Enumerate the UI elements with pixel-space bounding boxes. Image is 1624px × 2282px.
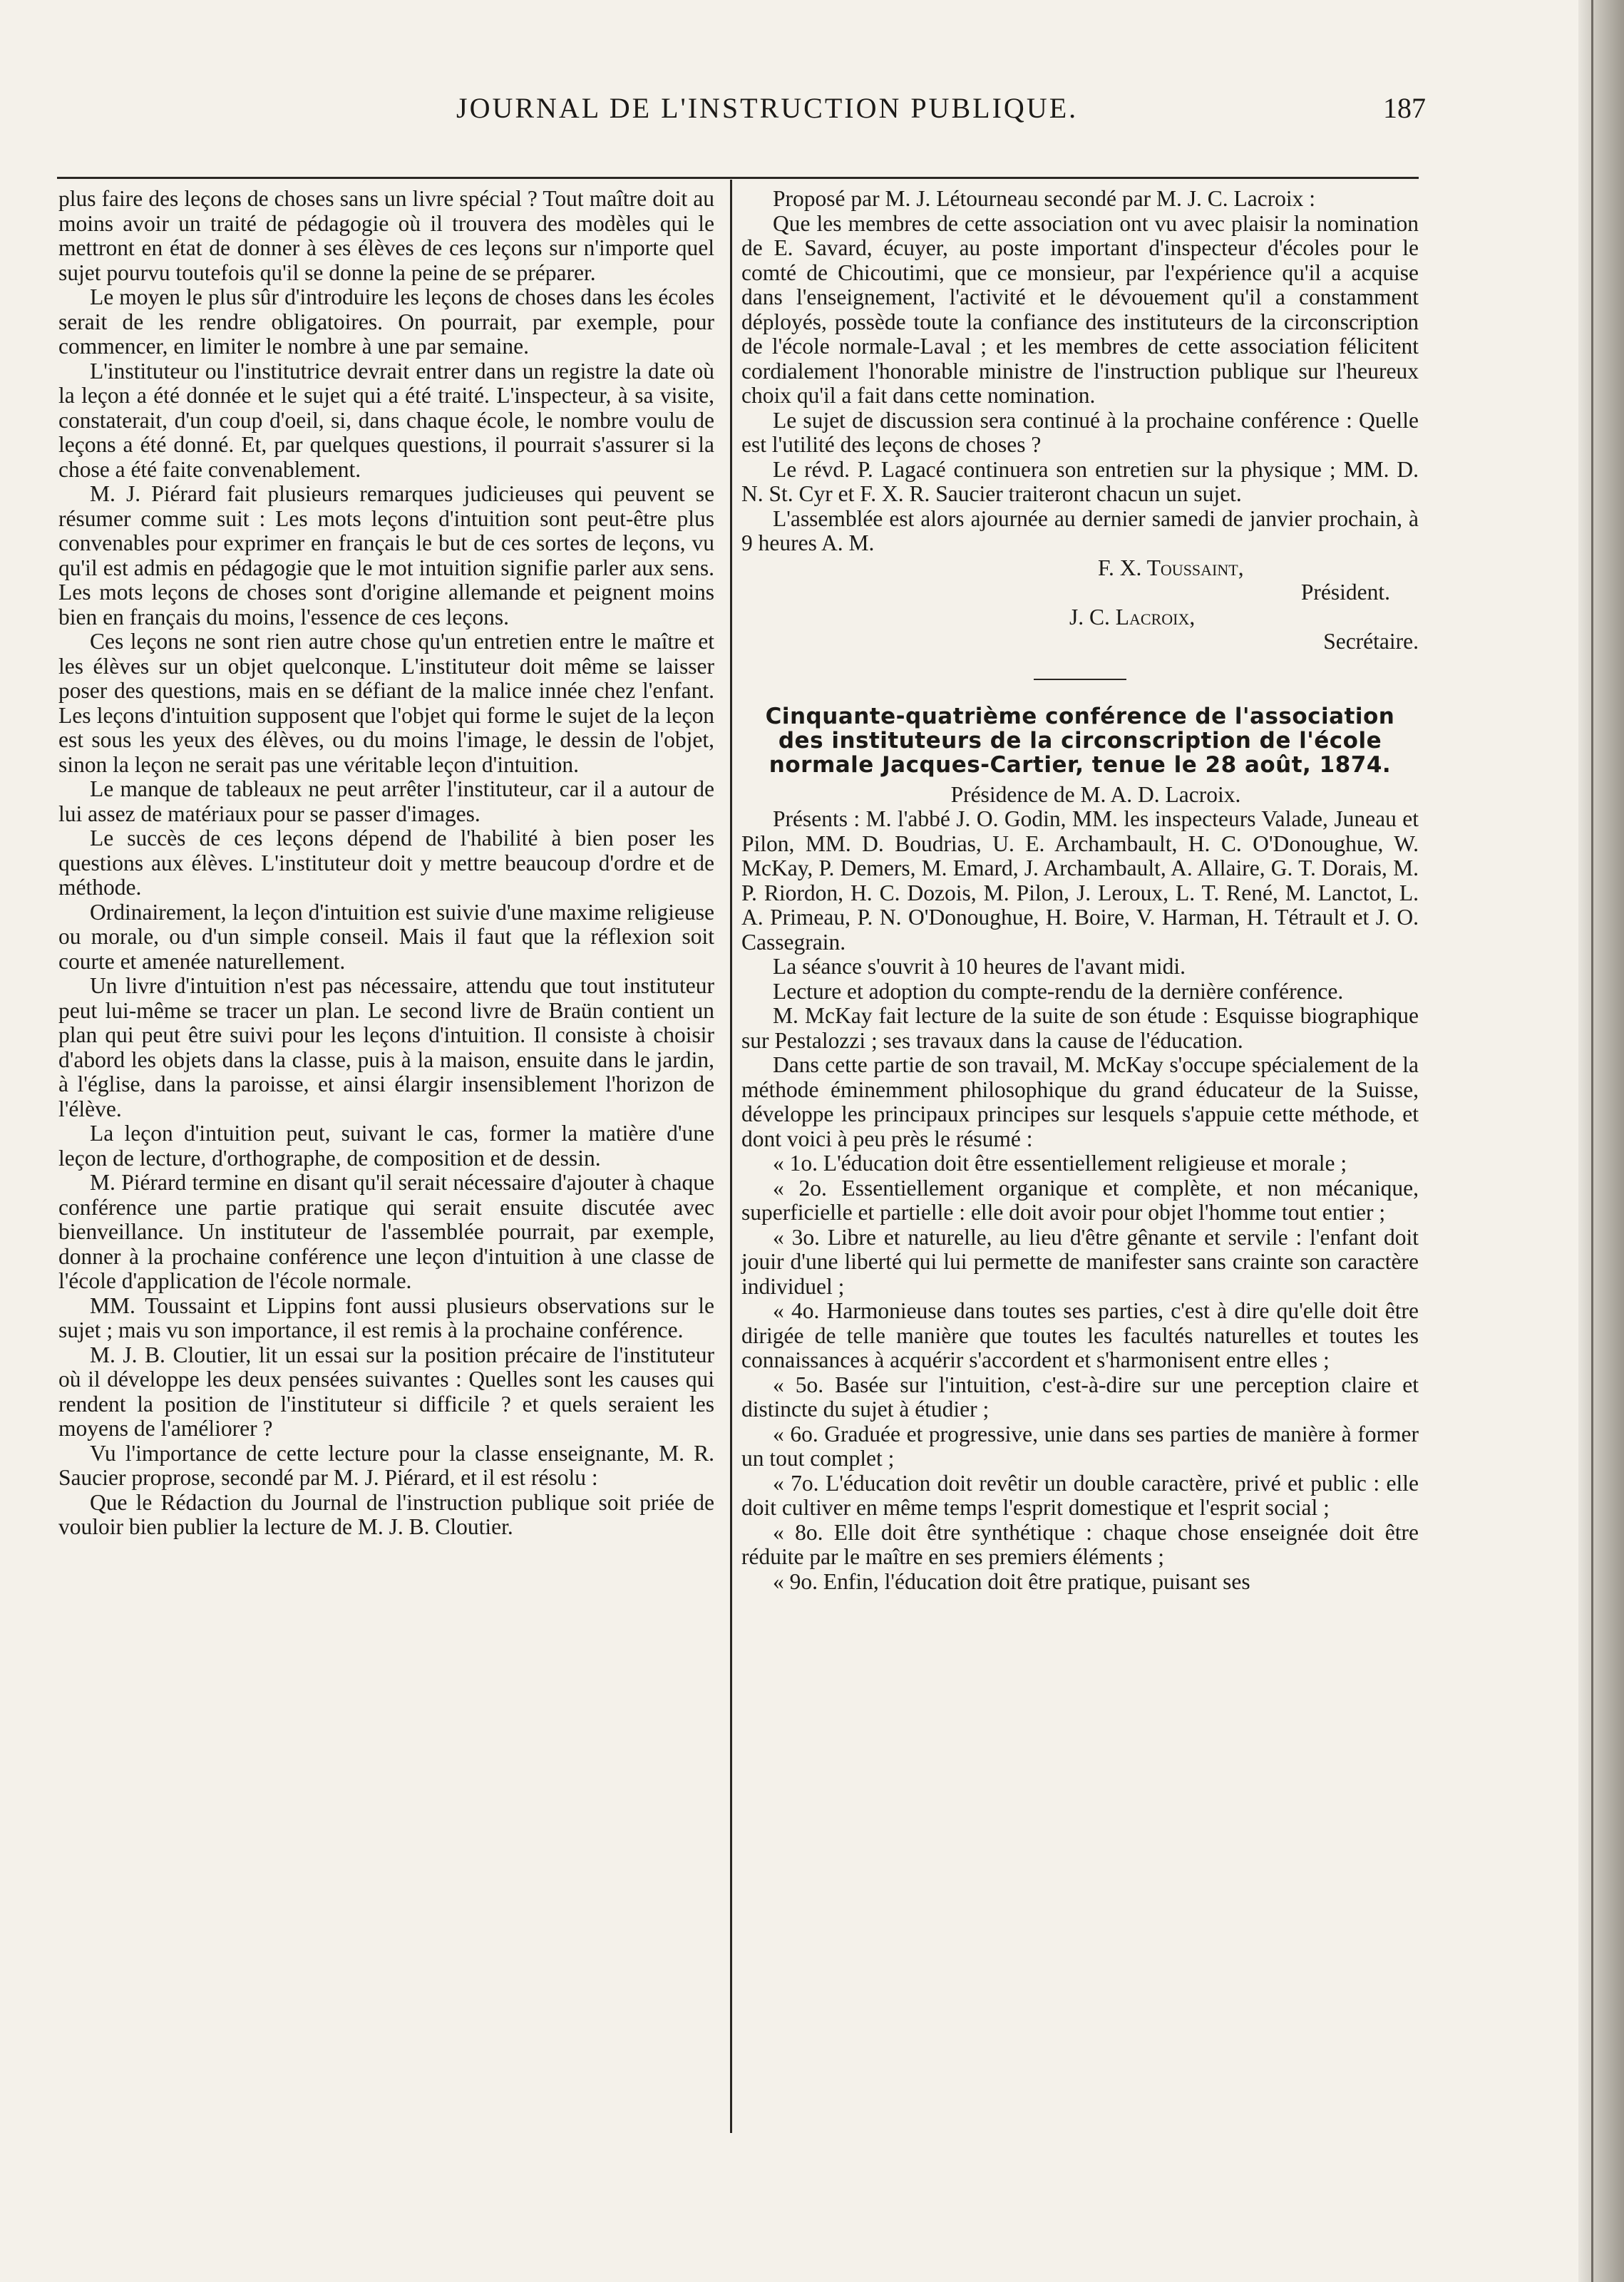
signature-role: Secrétaire.: [1323, 629, 1419, 654]
list-item: « 1o. L'éducation doit être essentiellement religieuse et morale ;: [773, 1151, 1347, 1176]
paragraph: M. McKay fait lecture de la suite de son étude : Esquisse biographique sur Pestalozzi ; ses travaux dans la cause de l'éducation.: [741, 1003, 1419, 1053]
page-number: 187: [1383, 92, 1426, 124]
paragraph: Ordinairement, la leçon d'intuition est suivie d'une maxime religieuse ou morale, ou d'un simple conseil. Mais il faut que la réflexion soit courte et amenée naturellement.: [58, 899, 714, 974]
signature-secretary: [741, 605, 1419, 654]
page-header: [29, 91, 1454, 134]
right-column: [741, 187, 1419, 1594]
paragraph: Lecture et adoption du compte-rendu de la dernière conférence.: [773, 978, 1344, 1004]
section-rule: [1034, 679, 1126, 680]
paragraph: Présents : M. l'abbé J. O. Godin, MM. les inspecteurs Valade, Juneau et Pilon, MM. D. Boudrias, U. E. Archambault, H. C. O'Donoughue, W. McKay, P. Demers, M. Emard, J. Archambault, A. Allaire, G. T. Dorais, M. P. Riordon, H. C. Dozois, M. Pilon, J. Leroux, L. T. René, M. Lanctot, L. A. Primeau, P. N. O'Donoughue, H. Boire, V. Harman, H. Tétrault et J. O. Cassegrain.: [741, 806, 1419, 955]
paragraph: Que les membres de cette association ont vu avec plaisir la nomination de E. Savard, écuyer, au poste important d'inspecteur d'écoles pour le comté de Chicoutimi, que ce monsieur, par l'expérience qu'il a acquise dans l'enseignement, l'activité et le dévouement qu'il a constamment déployés, possède toute la confiance des instituteurs de la circonscription de l'école normale-Laval ; et les membres de cette association félicitent cordialement l'honorable ministre de l'instruction publique sur l'heureux choix qu'il a fait dans cette nomination.: [741, 210, 1419, 408]
list-item: « 8o. Elle doit être synthétique : chaque chose enseignée doit être réduite par le maître en ses premiers éléments ;: [741, 1519, 1419, 1569]
paragraph: Le révd. P. Lagacé continuera son entretien sur la physique ; MM. D. N. St. Cyr et F. X. R. Saucier traiteront chacun un sujet.: [741, 456, 1419, 506]
paragraph: M. Piérard termine en disant qu'il serait nécessaire d'ajouter à chaque conférence une partie pratique qui serait ensuite discutée avec bienveillance. Un instituteur de l'assemblée pourrait, par exemple, donner à la prochaine conférence une leçon d'intuition à une classe de l'école d'application de l'école normale.: [58, 1170, 714, 1293]
paragraph: La leçon d'intuition peut, suivant le cas, former la matière d'une leçon de lecture, d'orthographe, de composition et de dessin.: [58, 1121, 714, 1171]
left-column: [58, 187, 714, 1540]
paragraph: Le succès de ces leçons dépend de l'habilité à bien poser les questions aux élèves. L'instituteur doit y mettre beaucoup d'ordre et de méthode.: [58, 826, 714, 900]
paragraph: La séance s'ouvrit à 10 heures de l'avant midi.: [773, 954, 1186, 979]
signature-role: Président.: [1300, 580, 1390, 605]
paragraph: Proposé par M. J. Létourneau secondé par M. J. C. Lacroix :: [773, 186, 1316, 211]
paragraph: Un livre d'intuition n'est pas nécessaire, attendu que tout instituteur peut lui-même se tracer un plan. Le second livre de Braün contient un plan qui peut être suivi pour les leçons d'intuition. Il consiste à choisir d'abord les objets dans la classe, puis à la maison, ensuite dans le jardin, à l'église, dans la paroisse, et ainsi élargir insensiblement l'horizon de l'élève.: [58, 973, 714, 1121]
presidence-line: Présidence de M. A. D. Lacroix.: [950, 781, 1241, 807]
list-item: « 5o. Basée sur l'intuition, c'est-à-dire sur une perception claire et distincte du sujet à étudier ;: [741, 1372, 1419, 1422]
paragraph: Le manque de tableaux ne peut arrêter l'instituteur, car il a autour de lui assez de matériaux pour se passer d'images.: [58, 776, 714, 826]
list-item: « 2o. Essentiellement organique et complète, et non mécanique, superficielle et partielle : elle doit avoir pour objet l'homme tout entier ;: [741, 1175, 1419, 1225]
paragraph: M. J. Piérard fait plusieurs remarques judicieuses qui peuvent se résumer comme suit : Les mots leçons d'intuition sont peut-être plus convenables pour exprimer en français le but de ces sortes de leçons, vu qu'il est admis en pédagogie que le mot intuition signifie parler aux sens. Les mots leçons de choses sont d'origine allemande et peignent moins bien en français du moins, l'essence de ces leçons.: [58, 481, 714, 629]
paragraph: Vu l'importance de cette lecture pour la classe enseignante, M. R. Saucier proprose, secondé par M. J. Piérard, et il est résolu :: [58, 1440, 714, 1490]
paragraph: Que le Rédaction du Journal de l'instruction publique soit priée de vouloir bien publier la lecture de M. J. B. Cloutier.: [58, 1489, 714, 1539]
list-item: « 6o. Graduée et progressive, unie dans ses parties de manière à former un tout complet ;: [741, 1421, 1419, 1471]
paragraph: Dans cette partie de son travail, M. McKay s'occupe spécialement de la méthode éminemment philosophique du grand éducateur de la Suisse, développe les principaux principes sur lesquels s'appuie cette méthode, et dont voici à peu près le résumé :: [741, 1052, 1419, 1151]
paragraph: Ces leçons ne sont rien autre chose qu'un entretien entre le maître et les élèves sur un objet quelconque. L'instituteur doit même se laisser poser des questions, mais en se défiant de la malice innée chez l'enfant. Les leçons d'intuition supposent que l'objet qui forme le sujet de la leçon est sous les yeux des élèves, ou du moins l'image, le dessin de l'objet, sinon la leçon ne serait pas une véritable leçon d'intuition.: [58, 629, 714, 777]
list-item: « 4o. Harmonieuse dans toutes ses parties, c'est à dire qu'elle doit être dirigée de telle manière que toutes les facultés naturelles et toutes les connaissances à acquérir s'accordent et s'harmonisent entre elles ;: [741, 1298, 1419, 1372]
header-rule: [57, 177, 1419, 179]
paragraph: MM. Toussaint et Lippins font aussi plusieurs observations sur le sujet ; mais vu son importance, il est remis à la prochaine conférence.: [58, 1292, 714, 1342]
paragraph: M. J. B. Cloutier, lit un essai sur la position précaire de l'instituteur où il développe les deux pensées suivantes : Quelles sont les causes qui rendent la position de l'instituteur si difficile ? et quels seraient les moyens de l'améliorer ?: [58, 1342, 714, 1441]
paragraph: L'assemblée est alors ajournée au dernier samedi de janvier prochain, à 9 heures A. M.: [741, 505, 1419, 555]
signature-name: J. C. Lacroix,: [1069, 604, 1196, 629]
list-item: « 9o. Enfin, l'éducation doit être pratique, puisant ses: [773, 1568, 1250, 1594]
paragraph: Le moyen le plus sûr d'introduire les leçons de choses dans les écoles serait de les rendre obligatoires. On pourrait, par exemple, pour commencer, en limiter le nombre à une par semaine.: [58, 284, 714, 359]
paragraph: Le sujet de discussion sera continué à la prochaine conférence : Quelle est l'utilité des leçons de choses ?: [741, 407, 1419, 457]
list-item: « 3o. Libre et naturelle, au lieu d'être gênante et servile : l'enfant doit jouir d'une liberté qui lui permette de manifester sans crainte son caractère individuel ;: [741, 1224, 1419, 1299]
paragraph: plus faire des leçons de choses sans un livre spécial ? Tout maître doit au moins avoir un traité de pédagogie où il trouvera des modèles qui le mettront en état de donner à ses élèves de ces leçons sur n'importe quel sujet pourvu toutefois qu'il se donne la peine de se préparer.: [58, 186, 714, 285]
journal-title: JOURNAL DE L'INSTRUCTION PUBLIQUE.: [456, 92, 1079, 124]
paragraph: L'instituteur ou l'institutrice devrait entrer dans un registre la date où la leçon a été donnée et le sujet qui a été traité. L'inspecteur, à sa visite, constaterait, d'un coup d'oeil, si, dans chaque école, le nombre voulu de leçons a été donné. Et, par quelques questions, il pourrait s'assurer si la chose a été faite convenablement.: [58, 358, 714, 482]
signature-president: [741, 556, 1419, 605]
list-item: « 7o. L'éducation doit revêtir un double caractère, privé et public : elle doit cultiver en même temps l'esprit domestique et l'esprit social ;: [741, 1470, 1419, 1520]
signature-name: F. X. Toussaint,: [1098, 555, 1244, 580]
section-heading: Cinquante-quatrième conférence de l'association des instituteurs de la circonscription de l'école normale Jacques-Cartier, tenue le 28 août, 1874.: [765, 703, 1395, 778]
column-divider: [730, 180, 732, 2133]
scan-edge: [1578, 0, 1624, 2282]
